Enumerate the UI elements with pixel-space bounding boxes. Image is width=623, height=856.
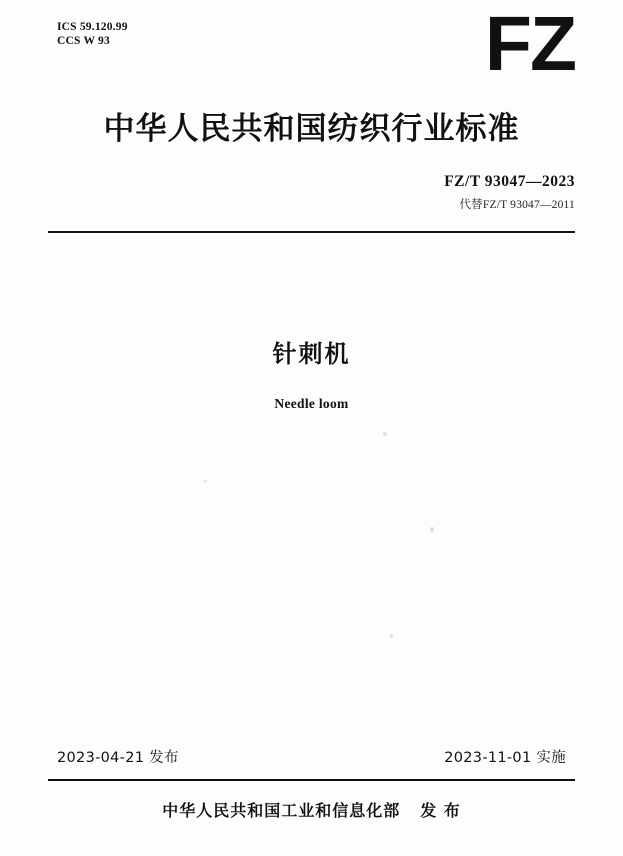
issuer-suffix: 发 布 [420,801,461,820]
standard-number-block [444,173,575,212]
scan-speck [204,480,207,483]
scan-speck [390,634,393,638]
scan-speck [383,432,387,436]
issuing-authority [0,798,623,821]
subject-title-cn: 针刺机 [272,340,351,368]
implementation-date: 2023-11-01 实施 [444,750,566,766]
ics-code: ICS 59.120.99 [57,21,128,33]
ccs-code: CCS W 93 [57,35,110,47]
fz-logo: FZ [484,1,575,87]
replaced-standard: 代替FZ/T 93047—2011 [459,199,575,211]
scan-speck [430,527,434,532]
standard-number: FZ/T 93047—2023 [444,173,575,190]
classification-codes [57,20,128,48]
header-divider [48,231,575,233]
page-title: 中华人民共和国纺织行业标准 [103,111,520,147]
footer-divider [48,779,575,781]
issuer-name: 中华人民共和国工业和信息化部 [162,801,401,820]
subject-title-en: Needle loom [274,396,349,411]
issue-date: 2023-04-21 发布 [57,750,179,766]
date-row [57,746,566,767]
